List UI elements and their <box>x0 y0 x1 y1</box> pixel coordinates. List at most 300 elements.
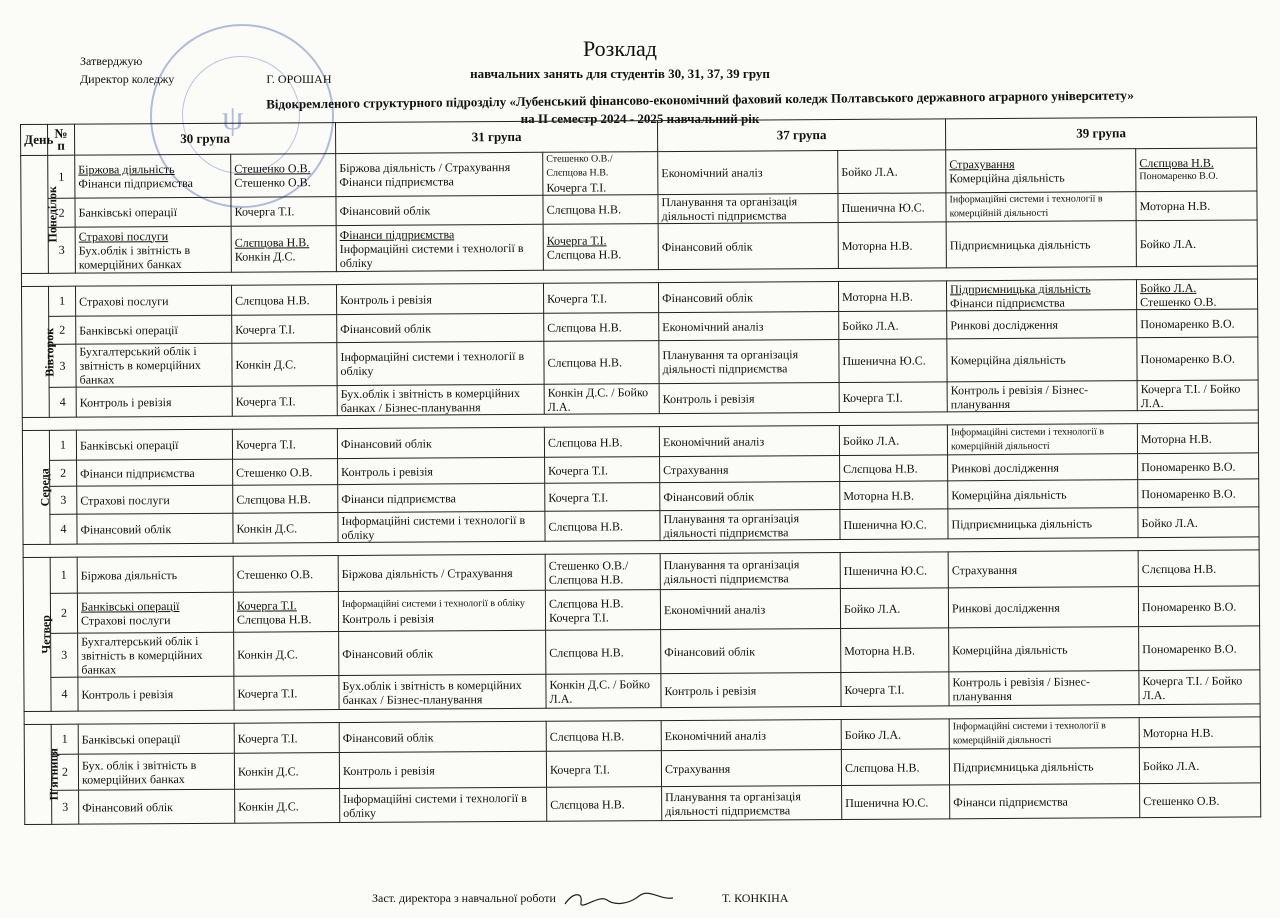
day-name: Середа <box>37 468 52 507</box>
subject-text: Страхові послуги <box>80 492 170 508</box>
g30-teacher-cell <box>231 197 336 227</box>
subject-text: Бух.облік і звітність в комерційних банках / Бізнес-планування <box>340 385 520 415</box>
subject-text: Страхування <box>663 462 729 477</box>
g30-subject-cell <box>76 315 232 344</box>
subject-text: Страхування <box>949 156 1015 172</box>
g39-teacher-cell <box>1137 309 1258 338</box>
g31-subject-cell <box>339 751 546 788</box>
teacher-text: Слєпцова Н.В. <box>550 796 625 812</box>
g30-subject-cell <box>78 676 234 711</box>
subject-text: Контроль і ревізія <box>81 686 174 702</box>
teacher-text: Бойко Л.А. <box>842 318 899 333</box>
teacher-text: Пономаренко В.О. <box>1142 641 1237 656</box>
signature-scribble <box>559 890 679 908</box>
g39-teacher-cell <box>1137 380 1258 411</box>
teacher-text: Кочерга Т.І. <box>237 685 298 701</box>
day-cell <box>24 724 61 824</box>
g30-teacher-cell <box>232 386 337 417</box>
subject-text: Страхові послуги <box>79 293 169 309</box>
lesson-number: 1 <box>50 557 77 593</box>
teacher-text: Кочерга Т.І. <box>549 761 610 777</box>
teacher-text: Кочерга Т.І. / Бойко Л.А. <box>1140 381 1241 410</box>
subject-text: Фінансовий облік <box>661 239 753 254</box>
subject-text: Планування та організація діяльності підприємства <box>662 347 799 377</box>
lesson-number: 4 <box>50 514 77 544</box>
g31-teacher-cell <box>543 195 658 225</box>
g30-subject-cell <box>76 343 232 387</box>
g39-subject-cell <box>949 627 1139 672</box>
teacher-text: Слєпцова Н.В. <box>1141 561 1217 576</box>
lesson-number: 2 <box>50 593 77 633</box>
subject-text: Банківські операції <box>80 598 180 614</box>
g31-teacher-cell <box>546 721 661 752</box>
schedule-body <box>21 148 1261 825</box>
g37-teacher-cell <box>840 552 948 589</box>
table-row <box>22 337 1258 388</box>
subject-text: Контроль і ревізія / Бізнес-планування <box>950 381 1089 411</box>
g37-subject-cell <box>661 628 841 673</box>
g31-subject-cell <box>338 483 545 512</box>
subject-text: Фінанси підприємства <box>341 490 456 506</box>
subject-text: Економічний аналіз <box>661 165 763 181</box>
teacher-text: Пшенична Ю.С. <box>843 562 928 578</box>
g30-subject-cell <box>75 285 231 316</box>
g39-teacher-cell <box>1138 453 1259 480</box>
g30-teacher-cell <box>234 676 339 711</box>
day-cell <box>21 155 60 273</box>
g37-teacher-cell <box>841 749 949 786</box>
g39-teacher-cell <box>1138 479 1259 508</box>
teacher-text: Конкін Д.С. <box>234 248 296 264</box>
teacher-text: Слєпцова Н.В. <box>843 461 918 476</box>
g30-subject-cell <box>78 723 234 754</box>
g39-subject-cell <box>948 587 1138 628</box>
g30-subject-cell <box>75 154 231 198</box>
day-name: Четвер <box>38 615 53 654</box>
g30-teacher-cell <box>234 753 339 790</box>
subject-text: Фінанси підприємства <box>950 295 1065 310</box>
teacher-text: Пономаренко В.О. <box>1141 486 1236 501</box>
subject-text: Страхування <box>951 562 1018 577</box>
g39-subject-cell <box>947 381 1137 412</box>
director-label: Директор коледжу <box>80 72 175 86</box>
teacher-text: Слєпцова Н.В. <box>547 434 623 450</box>
g30-subject-cell <box>79 789 235 824</box>
day-column-header: День <box>21 124 48 155</box>
teacher-text: Моторна Н.В. <box>1142 725 1214 740</box>
subject-text: Інформаційні системи і технології в комерційній діяльності <box>949 193 1103 220</box>
group-30-header: 30 група <box>75 123 336 156</box>
g30-teacher-cell <box>233 513 338 544</box>
g37-subject-cell <box>660 588 840 629</box>
subject-text: Фінансовий облік <box>340 435 432 451</box>
subject-text: Інформаційні системи і технології в комерційній діяльності <box>950 425 1105 452</box>
group-37-header: 37 група <box>658 119 946 152</box>
g31-teacher-cell <box>545 511 660 542</box>
teacher-text: Стешенко О.В. <box>234 175 311 190</box>
teacher-text: Бойко Л.А. <box>842 433 900 448</box>
teacher-text: Кочерга Т.І. <box>844 682 905 697</box>
g30-teacher-cell <box>232 429 337 460</box>
subject-text: Контроль і ревізія <box>664 683 757 698</box>
g39-teacher-cell <box>1138 550 1259 587</box>
lesson-number: 1 <box>51 724 78 754</box>
g31-subject-cell <box>337 283 544 314</box>
lesson-number: 3 <box>51 633 78 677</box>
teacher-text: Конкін Д.С. <box>237 646 298 662</box>
subject-text: Ринкові дослідження <box>951 460 1059 475</box>
g31-subject-cell <box>337 384 544 415</box>
g31-teacher-cell <box>544 427 659 458</box>
g37-teacher-cell <box>840 509 948 540</box>
subject-text: Фінансовий облік <box>339 203 431 219</box>
g30-subject-cell <box>76 386 232 417</box>
g39-teacher-cell <box>1139 626 1260 671</box>
g31-teacher-cell <box>546 751 661 788</box>
g31-teacher-cell <box>546 630 661 675</box>
teacher-text: Стешенко О.В. <box>236 464 313 480</box>
subject-text: Планування та організація діяльності підприємства <box>665 788 801 818</box>
approve-label: Затверджую <box>80 54 143 68</box>
teacher-text: Моторна Н.В. <box>844 643 916 658</box>
subject-text: Ринкові дослідження <box>951 600 1060 615</box>
footer-label: Заст. директора з навчальної роботи <box>372 890 556 905</box>
lesson-number: 3 <box>50 486 77 514</box>
teacher-text: Пономаренко В.О. <box>1140 351 1235 367</box>
subject-text: Інформаційні системи і технології в обліку <box>340 348 525 379</box>
page-subtitle: навчальних занять для студентів 30, 31, 37, 39 груп <box>470 66 770 81</box>
teacher-text: Бойко Л.А. <box>1141 515 1198 530</box>
subject-text: Біржова діяльність / Страхування <box>341 565 513 581</box>
subject-text: Фінансовий облік <box>82 799 173 815</box>
subject-text: Контроль і ревізія / Бізнес-планування <box>952 673 1090 703</box>
g31-teacher-cell <box>547 787 662 822</box>
g37-subject-cell <box>660 455 840 482</box>
teacher-text: Слєпцова Н.В. <box>236 611 312 627</box>
g30-teacher-cell <box>234 632 339 677</box>
subject-text: Інформаційні системи і технології в обліку <box>341 597 525 610</box>
teacher-text: Кочерга Т.І. <box>235 436 296 452</box>
teacher-text: Слєпцова Н.В. <box>236 491 311 507</box>
g37-teacher-cell <box>841 719 949 750</box>
table-row <box>21 148 1257 199</box>
subject-text: Бухгалтерський облік і звітність в комерційних банках <box>81 633 203 677</box>
teacher-text: Пшенична Ю.С. <box>841 200 925 215</box>
g37-teacher-cell <box>839 382 947 413</box>
lesson-number: 1 <box>49 430 76 460</box>
subject-text: Фінанси підприємства <box>78 175 193 191</box>
g31-teacher-cell <box>545 457 660 484</box>
teacher-text: Моторна Н.В. <box>843 488 915 503</box>
g39-subject-cell <box>948 508 1138 539</box>
teacher-text: Слєпцова Н.В. <box>548 518 624 534</box>
g30-subject-cell <box>77 513 233 544</box>
g39-subject-cell <box>946 149 1136 193</box>
teacher-text: Конкін Д.С. / Бойко Л.А. <box>547 384 649 414</box>
subject-text: Підприємницька діяльність <box>951 515 1093 531</box>
g31-subject-cell <box>337 427 544 458</box>
g37-teacher-cell <box>839 425 947 456</box>
g31-teacher-cell <box>544 384 659 415</box>
g39-subject-cell <box>947 280 1137 311</box>
g30-subject-cell <box>75 226 231 273</box>
subject-text: Фінанси підприємства <box>80 465 195 481</box>
g31-subject-cell <box>339 630 546 675</box>
g37-teacher-cell <box>840 588 948 629</box>
subject-text: Фінансовий облік <box>342 729 434 745</box>
subject-text: Комерційна діяльність <box>949 170 1065 186</box>
teacher-text: Кочерга Т.І. <box>548 609 609 625</box>
schedule-table <box>20 116 1261 825</box>
teacher-text: Кочерга Т.І. <box>546 232 607 248</box>
subject-text: Фінансовий облік <box>664 644 756 659</box>
teacher-text: Пшенична Ю.С. <box>845 794 929 810</box>
lesson-number: 2 <box>49 316 76 344</box>
subject-text: Економічний аналіз <box>663 601 766 617</box>
g31-subject-cell <box>339 721 546 752</box>
g39-subject-cell <box>946 192 1136 222</box>
teacher-text: Кочерга Т.І. <box>842 390 903 405</box>
subject-text: Інформаційні системи і технології в обліку <box>339 240 524 270</box>
lesson-number: 3 <box>49 344 76 387</box>
subject-text: Економічний аналіз <box>662 318 764 334</box>
g31-teacher-cell <box>544 313 659 342</box>
day-name: Понеділок <box>45 186 60 243</box>
teacher-text: Кочерга Т.І. <box>234 204 295 219</box>
subject-text: Фінанси підприємства <box>953 794 1068 809</box>
group-31-header: 31 група <box>336 121 658 154</box>
group-39-header: 39 група <box>946 117 1257 150</box>
teacher-text: Пономаренко В.О. <box>1139 170 1219 183</box>
g30-subject-cell <box>75 197 231 227</box>
g37-teacher-cell <box>839 311 947 340</box>
day-cell <box>22 430 50 544</box>
g37-teacher-cell <box>842 785 950 820</box>
g39-subject-cell <box>947 338 1137 382</box>
g39-teacher-cell <box>1139 670 1260 705</box>
subject-text: Страхові послуги <box>78 228 169 244</box>
g30-teacher-cell <box>233 485 338 514</box>
subject-text: Планування та організація діяльності підприємства <box>663 556 800 586</box>
subject-text: Банківські операції <box>78 205 178 220</box>
g37-teacher-cell <box>841 628 949 673</box>
g31-teacher-cell <box>544 341 659 385</box>
subject-text: Контроль і ревізія <box>662 391 755 406</box>
g30-teacher-cell <box>233 592 338 633</box>
subject-text: Бухгалтерський облік і звітність в комерційних банках <box>79 343 201 387</box>
teacher-text: Моторна Н.В. <box>1140 431 1212 446</box>
g37-teacher-cell <box>840 455 948 482</box>
g31-subject-cell <box>339 674 546 709</box>
num-column-header: № п <box>48 124 75 155</box>
lesson-number: 2 <box>50 460 77 486</box>
subject-text: Банківські операції <box>79 437 179 453</box>
subject-text: Фінансовий облік <box>340 320 432 336</box>
subject-text: Бух. облік і звітність в комерційних банках <box>81 757 197 787</box>
teacher-text: Конкін Д.С. <box>238 798 299 814</box>
subject-text: Комерційна діяльність <box>952 642 1068 657</box>
g31-subject-cell <box>336 152 543 196</box>
subject-text: Контроль і ревізія <box>79 394 172 410</box>
subject-text: Комерційна діяльність <box>950 352 1066 368</box>
teacher-text: Слєпцова Н.В. <box>546 246 622 262</box>
subject-text: Підприємницька діяльність <box>952 758 1094 774</box>
teacher-text: Моторна Н.В. <box>1139 198 1211 214</box>
teacher-text: Слєпцова Н.В. <box>549 644 624 660</box>
teacher-text: Стешенко О.В. <box>234 161 311 176</box>
g37-subject-cell <box>659 426 839 457</box>
g37-subject-cell <box>660 481 840 510</box>
teacher-text: Бойко Л.А. <box>844 727 902 742</box>
subject-text: Економічний аналіз <box>662 433 765 449</box>
g31-teacher-cell <box>543 283 658 314</box>
g30-subject-cell <box>77 592 233 633</box>
subject-text: Фінансовий облік <box>342 645 434 661</box>
department-line: Відокремленого структурного підрозділу «Лубенський фінансово-економічний фаховий коледж Полтавського державного аграрного університету» <box>266 87 1134 112</box>
g30-teacher-cell <box>231 154 336 198</box>
subject-text: Біржова діяльність <box>78 162 175 177</box>
subject-text: Підприємницька діяльність <box>950 280 1091 296</box>
subject-text: Контроль і ревізія <box>342 762 435 778</box>
subject-text: Ринкові дослідження <box>950 317 1059 332</box>
g37-subject-cell <box>661 672 841 707</box>
director-line <box>80 70 332 88</box>
g37-teacher-cell <box>838 150 946 194</box>
g31-subject-cell <box>337 313 544 342</box>
g31-subject-cell <box>338 554 545 591</box>
subject-text: Страхові послуги <box>80 612 171 628</box>
g39-teacher-cell <box>1139 747 1260 784</box>
g37-teacher-cell <box>839 339 947 383</box>
g39-teacher-cell <box>1138 507 1259 538</box>
g39-subject-cell <box>948 551 1138 588</box>
teacher-text: Кочерга Т.І. <box>547 290 607 306</box>
g39-subject-cell <box>950 784 1140 819</box>
teacher-text: Стешенко О.В. <box>1143 793 1220 808</box>
g39-subject-cell <box>949 671 1139 706</box>
teacher-text: Бойко Л.А. <box>1142 758 1200 773</box>
g30-teacher-cell <box>233 459 338 486</box>
teacher-text: Слєпцова Н.В. <box>547 319 622 335</box>
g31-subject-cell <box>338 457 545 484</box>
g31-teacher-cell <box>545 554 660 591</box>
g39-teacher-cell <box>1136 191 1257 221</box>
lesson-number: 1 <box>48 155 75 198</box>
subject-text: Фінансовий облік <box>662 290 753 305</box>
g39-teacher-cell <box>1137 337 1258 381</box>
teacher-text: Пономаренко В.О. <box>1141 599 1237 614</box>
g37-subject-cell <box>659 312 839 341</box>
trident-emblem-icon: ψ <box>222 100 244 137</box>
g39-subject-cell <box>949 718 1139 749</box>
subject-text: Бух.облік і звітність в комерційних банках / Бізнес-планування <box>342 677 522 707</box>
teacher-text: Стешенко О.В./ Слєпцова Н.В. <box>546 153 613 179</box>
g30-subject-cell <box>76 429 232 460</box>
teacher-text: Слєпцова Н.В. <box>844 760 920 775</box>
g31-subject-cell <box>337 341 544 385</box>
teacher-text: Конкін Д.С. <box>236 520 298 536</box>
g37-subject-cell <box>658 151 838 195</box>
g31-teacher-cell <box>545 483 660 512</box>
lesson-number: 2 <box>48 198 75 227</box>
teacher-text: Моторна Н.В. <box>841 238 913 253</box>
g39-subject-cell <box>946 221 1136 268</box>
teacher-text: Слєпцова Н.В. <box>549 728 625 744</box>
g30-subject-cell <box>77 556 233 593</box>
lesson-number: 3 <box>52 790 79 824</box>
g31-teacher-cell <box>543 152 658 196</box>
g37-subject-cell <box>661 749 841 786</box>
g39-teacher-cell <box>1136 220 1257 267</box>
g37-subject-cell <box>660 552 840 589</box>
subject-text: Планування та організація діяльності підприємства <box>663 510 800 540</box>
lesson-number: 3 <box>48 227 75 273</box>
subject-text: Економічний аналіз <box>664 727 767 743</box>
teacher-text: Пономаренко В.О. <box>1140 316 1235 331</box>
subject-text: Біржова діяльність <box>80 567 178 583</box>
g31-subject-cell <box>338 511 545 542</box>
teacher-text: Пономаренко В.О. <box>1141 459 1236 474</box>
g37-subject-cell <box>661 719 841 750</box>
g37-subject-cell <box>659 340 839 384</box>
g39-teacher-cell <box>1136 148 1257 192</box>
g39-teacher-cell <box>1137 279 1258 310</box>
g30-subject-cell <box>78 753 234 790</box>
g30-teacher-cell <box>235 789 340 824</box>
teacher-text: Бойко Л.А. <box>1139 236 1197 251</box>
teacher-text: Кочерга Т.І. <box>237 730 298 746</box>
lesson-number: 1 <box>48 286 75 316</box>
g37-subject-cell <box>659 282 839 313</box>
g30-teacher-cell <box>232 315 337 344</box>
g31-teacher-cell <box>543 224 658 271</box>
lesson-number: 2 <box>51 754 78 790</box>
subject-text: Фінансовий облік <box>80 521 172 537</box>
table-row <box>21 220 1257 274</box>
subject-text: Інформаційні системи і технології в обліку <box>343 790 527 820</box>
teacher-text: Кочерга Т.І. / Бойко Л.А. <box>1142 673 1243 702</box>
teacher-text: Кочерга Т.І. <box>548 462 609 478</box>
table-row <box>24 626 1260 678</box>
g39-subject-cell <box>949 748 1139 785</box>
g39-subject-cell <box>948 454 1138 481</box>
teacher-text: Стешенко О.В. <box>1140 294 1217 309</box>
table-row <box>25 783 1261 825</box>
g31-subject-cell <box>336 224 543 271</box>
page-title: Розклад <box>582 36 657 61</box>
subject-text: Підприємницька діяльність <box>949 236 1091 252</box>
day-cell <box>21 286 57 417</box>
g37-teacher-cell <box>840 481 948 510</box>
g30-teacher-cell <box>234 723 339 754</box>
teacher-text: Бойко Л.А. <box>1140 280 1197 295</box>
subject-text: Інформаційні системи і технології в комерційній діяльності <box>952 719 1106 746</box>
g37-subject-cell <box>662 785 842 820</box>
day-name: Вівторок <box>42 327 57 377</box>
g39-teacher-cell <box>1140 783 1261 818</box>
g39-subject-cell <box>948 480 1138 509</box>
g39-teacher-cell <box>1139 717 1260 748</box>
lesson-number: 4 <box>51 677 78 711</box>
g37-subject-cell <box>659 383 839 414</box>
g39-subject-cell <box>947 310 1137 339</box>
subject-text: Страхування <box>664 761 731 776</box>
teacher-text: Кочерга Т.І. <box>546 180 607 195</box>
teacher-text: Слєпцова Н.В. <box>547 355 623 370</box>
approval-block <box>80 52 332 88</box>
teacher-text: Кочерга Т.І. <box>235 393 296 409</box>
day-name: П'ятниця <box>46 748 61 801</box>
